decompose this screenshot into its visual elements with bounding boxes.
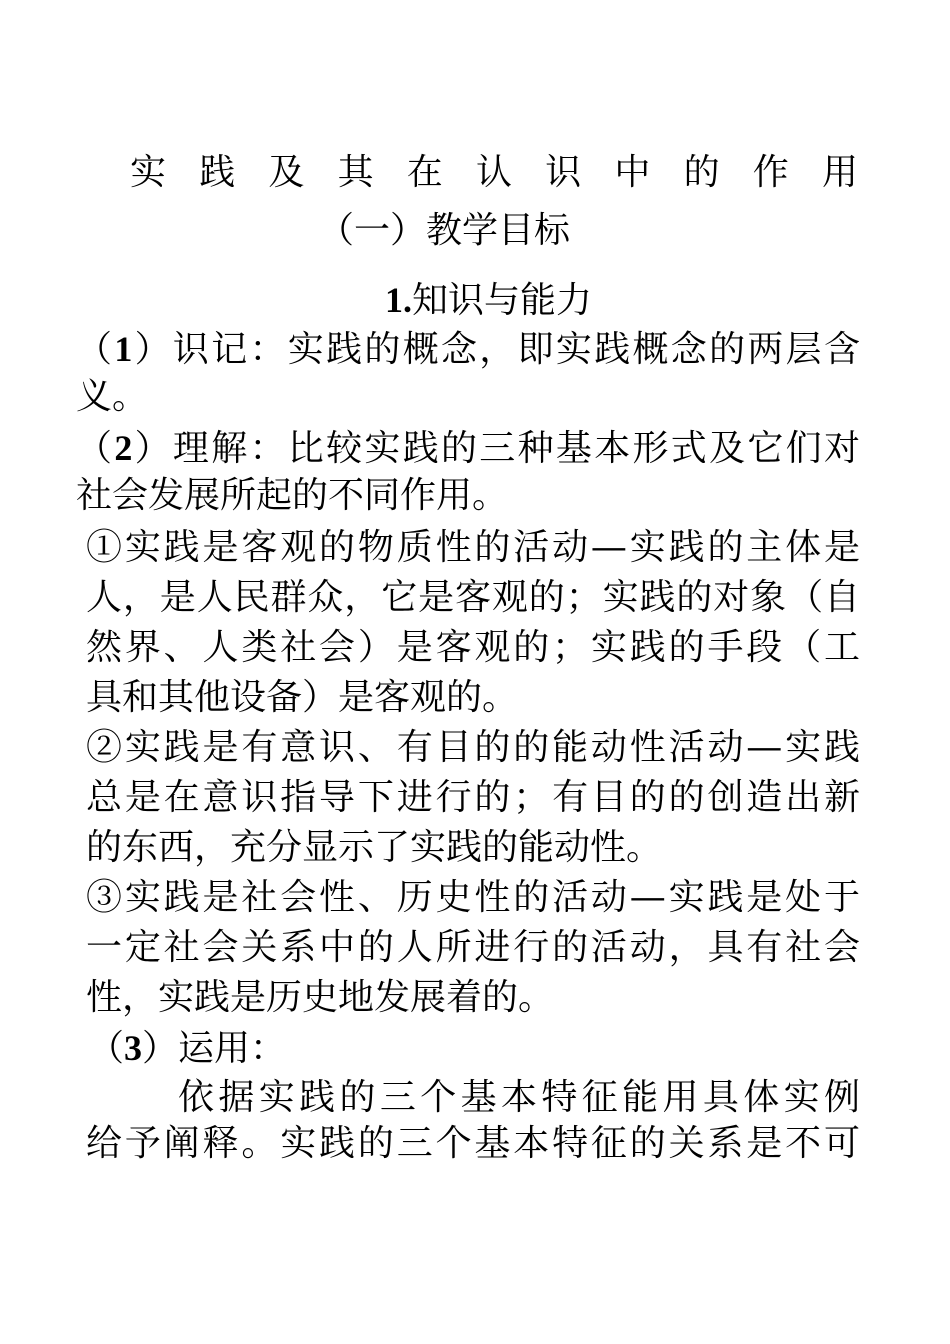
subsection-title: 知识与能力 <box>412 280 593 321</box>
item2-line1 <box>76 424 860 472</box>
item1-line1 <box>76 325 860 373</box>
point1-line3: 然界、人类社会）是客观的；实践的手段（工 <box>86 627 860 668</box>
item2-open-paren: （ <box>76 428 115 469</box>
document-title-text: 实 践 及 其 在 认 识 中 的 作 用 <box>130 152 858 193</box>
point3-line2: 一定社会关系中的人所进行的活动，具有社会 <box>86 927 860 968</box>
point2-line3: 的东西，充分显示了实践的能动性。 <box>86 827 663 868</box>
item1-number: 1 <box>114 329 133 369</box>
point1-line1: ①实践是客观的物质性的活动—实践的主体是 <box>86 527 860 568</box>
item3-line1 <box>88 1024 286 1072</box>
item1-text: ）识记：实践的概念，即实践概念的两层含 <box>132 329 860 370</box>
point1-line2: 人，是人民群众，它是客观的；实践的对象（自 <box>86 577 860 618</box>
item1-line2: 义。 <box>76 376 149 417</box>
point3-line1: ③实践是社会性、历史性的活动—实践是处于 <box>86 877 860 918</box>
subsection-heading <box>385 276 592 324</box>
point2-line1: ②实践是有意识、有目的的能动性活动—实践 <box>86 727 860 768</box>
item3-open-paren: （ <box>88 1028 125 1069</box>
item1-open-paren: （ <box>76 329 115 370</box>
application-line1: 依据实践的三个基本特征能用具体实例 <box>178 1077 860 1118</box>
section-heading: （一）教学目标 <box>318 210 571 251</box>
application-line2: 给予阐释。实践的三个基本特征的关系是不可 <box>86 1123 860 1164</box>
item3-text: ）运用： <box>142 1028 287 1069</box>
point1-line4: 具和其他设备）是客观的。 <box>86 677 519 718</box>
item2-number: 2 <box>114 428 133 468</box>
subsection-number: 1. <box>385 280 412 320</box>
item3-number: 3 <box>124 1028 143 1068</box>
point3-line3: 性，实践是历史地发展着的。 <box>86 977 555 1018</box>
point2-line2: 总是在意识指导下进行的；有目的的创造出新 <box>86 777 860 818</box>
item2-line2: 社会发展所起的不同作用。 <box>76 475 509 516</box>
item2-text: ）理解：比较实践的三种基本形式及它们对 <box>132 428 860 469</box>
